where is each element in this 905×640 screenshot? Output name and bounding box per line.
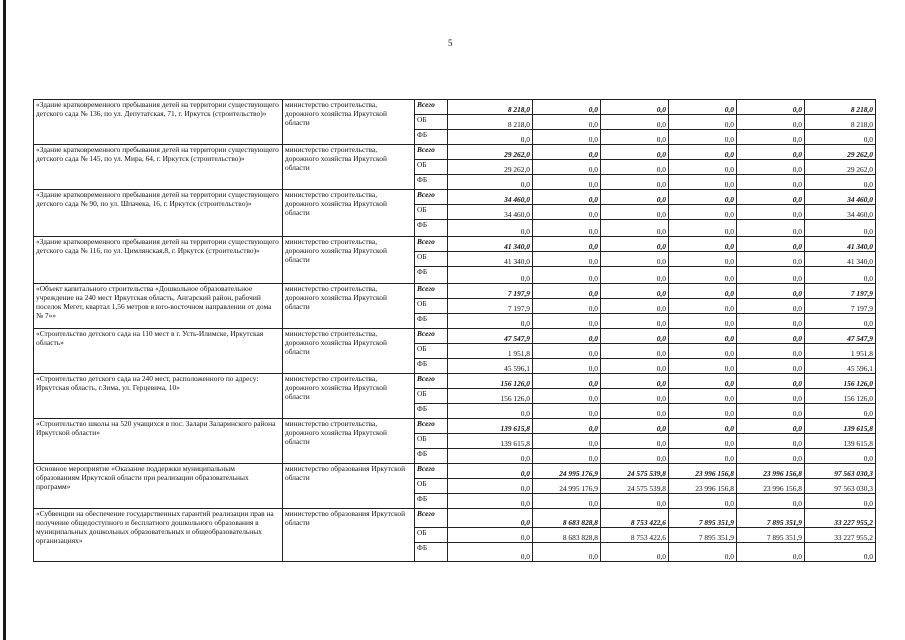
amount-cell: 47 547,9: [805, 329, 876, 344]
table-row: [34, 419, 876, 434]
amount-cell: 0,0: [737, 284, 805, 299]
amount-cell: 0,0: [737, 374, 805, 389]
amount-cell: 156 126,0: [805, 389, 876, 404]
funding-source: Всего: [415, 190, 448, 205]
amount-cell: 0,0: [737, 299, 805, 314]
amount-cell: 41 340,0: [448, 237, 533, 252]
funding-source: ОБ: [415, 389, 448, 404]
amount-cell: 0,0: [448, 220, 533, 237]
amount-cell: 0,0: [601, 100, 669, 115]
responsible-executor: министерство строительства, дорожного хозяйства Иркутской области: [283, 100, 415, 145]
amount-cell: 0,0: [448, 449, 533, 464]
amount-cell: 0,0: [669, 115, 737, 130]
amount-cell: 41 340,0: [805, 252, 876, 267]
table-row: [34, 329, 876, 344]
amount-cell: 0,0: [737, 205, 805, 220]
amount-cell: 0,0: [601, 145, 669, 160]
funding-source: ФБ: [415, 494, 448, 509]
amount-cell: 0,0: [601, 252, 669, 267]
amount-cell: 0,0: [533, 220, 601, 237]
amount-cell: 0,0: [448, 130, 533, 145]
amount-cell: 156 126,0: [805, 374, 876, 389]
amount-cell: 47 547,9: [448, 329, 533, 344]
project-name: «Объект капитального строительства «Дошкольное образовательное учреждение на 240 мест Иркутская область, Ангарский район, рабочий поселок Мегет, квартал 1,56 метров в юго-восточном направлении от дома № 7»»: [34, 284, 283, 329]
table-row: [34, 190, 876, 205]
responsible-executor: министерство образования Иркутской области: [283, 509, 415, 562]
amount-cell: 0,0: [805, 175, 876, 190]
amount-cell: 0,0: [669, 175, 737, 190]
amount-cell: 0,0: [737, 160, 805, 175]
amount-cell: 0,0: [737, 237, 805, 252]
amount-cell: 45 596,1: [805, 359, 876, 374]
amount-cell: 8 753 422,6: [601, 528, 669, 543]
amount-cell: 0,0: [737, 252, 805, 267]
amount-cell: 0,0: [533, 100, 601, 115]
amount-cell: 8 218,0: [805, 100, 876, 115]
amount-cell: 0,0: [448, 404, 533, 419]
amount-cell: 0,0: [448, 528, 533, 543]
amount-cell: 0,0: [737, 344, 805, 359]
amount-cell: 0,0: [737, 115, 805, 130]
amount-cell: 0,0: [533, 252, 601, 267]
amount-cell: 0,0: [533, 329, 601, 344]
project-name: «Здание кратковременного пребывания детей на территории существующего детского сада № 145, по ул. Мира, 64, г. Иркутск (строительство)»: [34, 145, 283, 190]
funding-source: ОБ: [415, 479, 448, 494]
amount-cell: 7 895 351,9: [669, 509, 737, 528]
amount-cell: 8 218,0: [805, 115, 876, 130]
amount-cell: 139 615,8: [448, 419, 533, 434]
amount-cell: 0,0: [669, 314, 737, 329]
amount-cell: 29 262,0: [448, 160, 533, 175]
project-name: «Субвенции на обеспечение государственных гарантий реализации прав на получение общедоступного и бесплатного дошкольного образования в муниципальных дошкольных образовательных и общеобразовательных организациях»: [34, 509, 283, 562]
amount-cell: 8 683 828,8: [533, 528, 601, 543]
amount-cell: 23 996 156,8: [669, 479, 737, 494]
amount-cell: 0,0: [601, 389, 669, 404]
amount-cell: 0,0: [533, 190, 601, 205]
amount-cell: 0,0: [737, 449, 805, 464]
amount-cell: 0,0: [448, 314, 533, 329]
amount-cell: 0,0: [737, 100, 805, 115]
amount-cell: 0,0: [533, 267, 601, 284]
amount-cell: 7 895 351,9: [669, 528, 737, 543]
funding-source: ОБ: [415, 115, 448, 130]
funding-source: Всего: [415, 145, 448, 160]
amount-cell: 0,0: [669, 267, 737, 284]
project-name: «Здание кратковременного пребывания детей на территории существующего детского сада № 90, по ул. Шпачека, 16, г. Иркутск (строительство)»: [34, 190, 283, 237]
amount-cell: 0,0: [601, 267, 669, 284]
amount-cell: 34 460,0: [805, 205, 876, 220]
amount-cell: 0,0: [601, 404, 669, 419]
amount-cell: 0,0: [601, 190, 669, 205]
funding-source: Всего: [415, 464, 448, 479]
responsible-executor: министерство строительства, дорожного хозяйства Иркутской области: [283, 374, 415, 419]
amount-cell: 0,0: [669, 374, 737, 389]
funding-source: Всего: [415, 329, 448, 344]
amount-cell: 0,0: [533, 314, 601, 329]
funding-source: ФБ: [415, 404, 448, 419]
budget-table: [33, 99, 876, 562]
funding-source: ОБ: [415, 344, 448, 359]
amount-cell: 1 951,8: [805, 344, 876, 359]
table-row: [34, 145, 876, 160]
page-number: 5: [448, 38, 453, 48]
amount-cell: 0,0: [737, 220, 805, 237]
amount-cell: 0,0: [737, 145, 805, 160]
amount-cell: 0,0: [669, 100, 737, 115]
funding-source: ФБ: [415, 359, 448, 374]
amount-cell: 0,0: [805, 130, 876, 145]
amount-cell: 0,0: [737, 543, 805, 562]
amount-cell: 0,0: [601, 130, 669, 145]
amount-cell: 33 227 955,2: [805, 509, 876, 528]
funding-source: ФБ: [415, 130, 448, 145]
amount-cell: 0,0: [601, 220, 669, 237]
amount-cell: 0,0: [533, 434, 601, 449]
amount-cell: 23 996 156,8: [737, 479, 805, 494]
amount-cell: 0,0: [669, 434, 737, 449]
amount-cell: 0,0: [669, 359, 737, 374]
amount-cell: 0,0: [669, 299, 737, 314]
amount-cell: 0,0: [601, 494, 669, 509]
amount-cell: 8 753 422,6: [601, 509, 669, 528]
amount-cell: 156 126,0: [448, 374, 533, 389]
table-row: [34, 100, 876, 115]
amount-cell: 0,0: [669, 130, 737, 145]
amount-cell: 1 951,8: [448, 344, 533, 359]
amount-cell: 0,0: [533, 145, 601, 160]
amount-cell: 0,0: [533, 175, 601, 190]
amount-cell: 0,0: [533, 389, 601, 404]
amount-cell: 139 615,8: [805, 434, 876, 449]
amount-cell: 0,0: [533, 344, 601, 359]
amount-cell: 7 197,9: [805, 284, 876, 299]
amount-cell: 0,0: [669, 419, 737, 434]
funding-source: Всего: [415, 237, 448, 252]
amount-cell: 8 683 828,8: [533, 509, 601, 528]
amount-cell: 0,0: [669, 145, 737, 160]
amount-cell: 0,0: [601, 434, 669, 449]
amount-cell: 0,0: [805, 543, 876, 562]
amount-cell: 0,0: [533, 284, 601, 299]
amount-cell: 8 218,0: [448, 115, 533, 130]
project-name: «Строительство школы на 520 учащихся в пос. Залари Заларинского района Иркутской области»: [34, 419, 283, 464]
table-row: [34, 509, 876, 528]
amount-cell: 0,0: [669, 160, 737, 175]
amount-cell: 0,0: [669, 284, 737, 299]
amount-cell: 0,0: [533, 494, 601, 509]
amount-cell: 0,0: [805, 449, 876, 464]
amount-cell: 0,0: [533, 404, 601, 419]
amount-cell: 0,0: [533, 160, 601, 175]
amount-cell: 0,0: [601, 329, 669, 344]
amount-cell: 0,0: [737, 404, 805, 419]
funding-source: ОБ: [415, 160, 448, 175]
amount-cell: 7 197,9: [448, 284, 533, 299]
amount-cell: 0,0: [669, 543, 737, 562]
amount-cell: 0,0: [601, 237, 669, 252]
funding-source: Всего: [415, 509, 448, 528]
funding-source: Всего: [415, 374, 448, 389]
responsible-executor: министерство строительства, дорожного хозяйства Иркутской области: [283, 190, 415, 237]
amount-cell: 0,0: [737, 419, 805, 434]
funding-source: Всего: [415, 284, 448, 299]
amount-cell: 0,0: [533, 205, 601, 220]
amount-cell: 0,0: [737, 314, 805, 329]
amount-cell: 0,0: [737, 494, 805, 509]
amount-cell: 0,0: [669, 449, 737, 464]
amount-cell: 0,0: [448, 175, 533, 190]
amount-cell: 0,0: [533, 543, 601, 562]
amount-cell: 0,0: [533, 359, 601, 374]
funding-source: Всего: [415, 100, 448, 115]
table-row: [34, 237, 876, 252]
responsible-executor: министерство строительства, дорожного хозяйства Иркутской области: [283, 284, 415, 329]
amount-cell: 0,0: [737, 359, 805, 374]
responsible-executor: министерство образования Иркутской области: [283, 464, 415, 509]
amount-cell: 0,0: [601, 175, 669, 190]
amount-cell: 0,0: [805, 314, 876, 329]
project-name: «Здание кратковременного пребывания детей на территории существующего детского сада № 116, по ул. Цимлянская,8, г. Иркутск (строительство)»: [34, 237, 283, 284]
amount-cell: 23 996 156,8: [669, 464, 737, 479]
amount-cell: 0,0: [601, 374, 669, 389]
amount-cell: 0,0: [448, 494, 533, 509]
amount-cell: 0,0: [805, 220, 876, 237]
amount-cell: 0,0: [737, 175, 805, 190]
amount-cell: 0,0: [448, 543, 533, 562]
amount-cell: 34 460,0: [805, 190, 876, 205]
amount-cell: 97 563 030,3: [805, 479, 876, 494]
amount-cell: 0,0: [805, 494, 876, 509]
amount-cell: 139 615,8: [805, 419, 876, 434]
amount-cell: 0,0: [669, 205, 737, 220]
funding-source: ФБ: [415, 314, 448, 329]
funding-source: ФБ: [415, 267, 448, 284]
amount-cell: 0,0: [533, 237, 601, 252]
amount-cell: 0,0: [533, 449, 601, 464]
amount-cell: 0,0: [601, 115, 669, 130]
amount-cell: 0,0: [601, 543, 669, 562]
amount-cell: 24 575 539,8: [601, 464, 669, 479]
amount-cell: 29 262,0: [805, 160, 876, 175]
amount-cell: 34 460,0: [448, 190, 533, 205]
amount-cell: 0,0: [533, 374, 601, 389]
funding-source: ФБ: [415, 175, 448, 190]
amount-cell: 23 996 156,8: [737, 464, 805, 479]
amount-cell: 8 218,0: [448, 100, 533, 115]
project-name: «Строительство детского сада на 240 мест, расположенного по адресу: Иркутская область, г.Зима, ул. Герцевича, 10»: [34, 374, 283, 419]
amount-cell: 0,0: [737, 329, 805, 344]
amount-cell: 0,0: [601, 299, 669, 314]
amount-cell: 0,0: [533, 299, 601, 314]
funding-source: Всего: [415, 419, 448, 434]
amount-cell: 0,0: [601, 344, 669, 359]
table-row: [34, 374, 876, 389]
amount-cell: 7 197,9: [448, 299, 533, 314]
amount-cell: 24 995 176,9: [533, 464, 601, 479]
amount-cell: 0,0: [669, 404, 737, 419]
amount-cell: 0,0: [737, 190, 805, 205]
amount-cell: 45 596,1: [448, 359, 533, 374]
amount-cell: 41 340,0: [805, 237, 876, 252]
amount-cell: 0,0: [448, 509, 533, 528]
amount-cell: 29 262,0: [448, 145, 533, 160]
scan-edge-line: [3, 0, 6, 640]
amount-cell: 0,0: [805, 267, 876, 284]
amount-cell: 0,0: [669, 329, 737, 344]
amount-cell: 0,0: [601, 419, 669, 434]
funding-source: ОБ: [415, 434, 448, 449]
amount-cell: 7 895 351,9: [737, 528, 805, 543]
funding-source: ОБ: [415, 299, 448, 314]
project-name: «Здание кратковременного пребывания детей на территории существующего детского сада № 136, по ул. Депутатская, 71, г. Иркутск (строительство)»: [34, 100, 283, 145]
amount-cell: 0,0: [533, 419, 601, 434]
funding-source: ОБ: [415, 205, 448, 220]
table-row: [34, 464, 876, 479]
amount-cell: 0,0: [601, 314, 669, 329]
amount-cell: 0,0: [448, 464, 533, 479]
amount-cell: 24 995 176,9: [533, 479, 601, 494]
amount-cell: 97 563 030,3: [805, 464, 876, 479]
amount-cell: 7 197,9: [805, 299, 876, 314]
table-row: [34, 284, 876, 299]
amount-cell: 24 575 539,8: [601, 479, 669, 494]
amount-cell: 0,0: [669, 389, 737, 404]
amount-cell: 0,0: [669, 494, 737, 509]
amount-cell: 0,0: [601, 160, 669, 175]
amount-cell: 0,0: [601, 449, 669, 464]
project-name: «Строительство детского сада на 110 мест в г. Усть-Илимске, Иркутская область»: [34, 329, 283, 374]
project-name: Основное мероприятие «Оказание поддержки муниципальным образованиям Иркутской области при реализации образовательных программ»: [34, 464, 283, 509]
responsible-executor: министерство строительства, дорожного хозяйства Иркутской области: [283, 329, 415, 374]
amount-cell: 156 126,0: [448, 389, 533, 404]
responsible-executor: министерство строительства, дорожного хозяйства Иркутской области: [283, 419, 415, 464]
amount-cell: 0,0: [737, 389, 805, 404]
amount-cell: 0,0: [601, 205, 669, 220]
amount-cell: 139 615,8: [448, 434, 533, 449]
amount-cell: 41 340,0: [448, 252, 533, 267]
amount-cell: 0,0: [669, 252, 737, 267]
amount-cell: 0,0: [533, 130, 601, 145]
amount-cell: 0,0: [669, 220, 737, 237]
amount-cell: 0,0: [737, 130, 805, 145]
amount-cell: 0,0: [805, 404, 876, 419]
amount-cell: 0,0: [669, 237, 737, 252]
table-body: [34, 100, 876, 562]
amount-cell: 0,0: [533, 115, 601, 130]
amount-cell: 0,0: [737, 434, 805, 449]
amount-cell: 29 262,0: [805, 145, 876, 160]
amount-cell: 0,0: [601, 284, 669, 299]
amount-cell: 0,0: [448, 479, 533, 494]
amount-cell: 0,0: [669, 190, 737, 205]
amount-cell: 7 895 351,9: [737, 509, 805, 528]
amount-cell: 0,0: [448, 267, 533, 284]
amount-cell: 33 227 955,2: [805, 528, 876, 543]
funding-source: ОБ: [415, 528, 448, 543]
funding-source: ФБ: [415, 449, 448, 464]
responsible-executor: министерство строительства, дорожного хозяйства Иркутской области: [283, 237, 415, 284]
amount-cell: 34 460,0: [448, 205, 533, 220]
funding-source: ФБ: [415, 220, 448, 237]
funding-source: ФБ: [415, 543, 448, 562]
amount-cell: 0,0: [601, 359, 669, 374]
funding-source: ОБ: [415, 252, 448, 267]
responsible-executor: министерство строительства, дорожного хозяйства Иркутской области: [283, 145, 415, 190]
amount-cell: 0,0: [737, 267, 805, 284]
amount-cell: 0,0: [669, 344, 737, 359]
